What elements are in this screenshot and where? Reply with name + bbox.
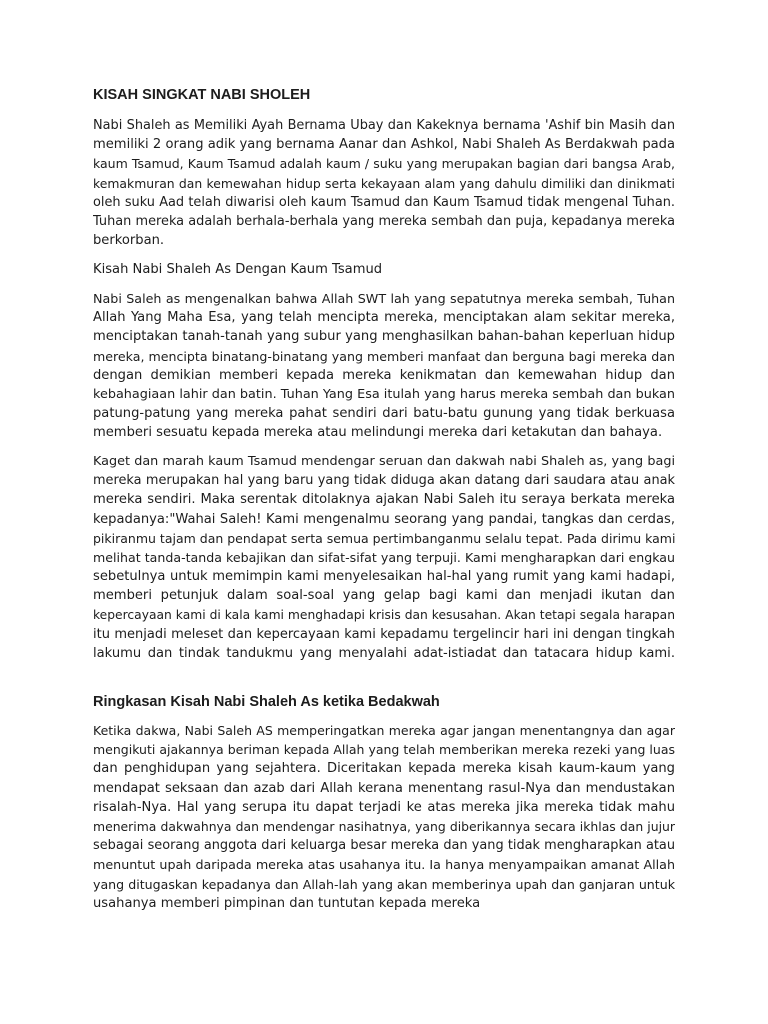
paragraph-line: mereka, mencipta binatang-binatang yang memberi manfaat dan berguna bagi mereka dan xyxy=(93,348,675,364)
paragraph-line: Nabi Saleh as mengenalkan bahwa Allah SWT lah yang sepatutnya mereka sembah, Tuhan xyxy=(93,291,675,306)
paragraph-line: itu menjadi meleset dan kepercayaan kami kepadamu tergelincir hari ini dengan tingkah xyxy=(93,626,675,642)
paragraph-line: sebetulnya untuk memimpin kami menyelesaikan hal-hal yang rumit yang kami hadapi, xyxy=(93,569,675,585)
paragraph-line: Allah Yang Maha Esa, yang telah mencipta mereka, menciptakan alam sekitar mereka, xyxy=(93,310,675,326)
paragraph-line: Ketika dakwa, Nabi Saleh AS memperingatkan mereka agar jangan menentangnya dan agar xyxy=(93,723,675,738)
paragraph-line: kemakmuran dan kemewahan hidup serta kekayaan alam yang dahulu dimiliki dan dinikmati xyxy=(93,175,675,191)
document-title: KISAH SINGKAT NABI SHOLEH xyxy=(93,87,311,103)
paragraph-line: menciptakan tanah-tanah yang subur yang menghasilkan bahan-bahan keperluan hidup xyxy=(93,329,675,345)
paragraph-line: mereka sendiri. Maka serentak ditolaknya ajakan Nabi Saleh itu seraya berkata mereka xyxy=(93,492,675,508)
paragraph-1 xyxy=(93,116,675,250)
subheading: Kisah Nabi Shaleh As Dengan Kaum Tsamud xyxy=(93,262,383,277)
paragraph-line: patung-patung yang mereka pahat sendiri dari batu-batu gunung yang tidak berkuasa xyxy=(93,406,675,422)
paragraph-line: memiliki 2 orang adik yang bernama Aanar dan Ashkol, Nabi Shaleh As Berdakwah pada xyxy=(93,137,675,153)
paragraph-line: dengan demikian memberi kepada mereka kenikmatan dan kemewahan hidup dan xyxy=(93,367,675,383)
paragraph-line: mendapat seksaan dan azab dari Allah kerana menentang rasul-Nya dan mendustakan xyxy=(93,780,675,796)
paragraph-line: memberi sesuatu kepada mereka atau melindungi mereka dari ketakutan dan bahaya. xyxy=(93,425,663,441)
paragraph-line: kebahagiaan lahir dan batin. Tuhan Yang Esa itulah yang harus mereka sembah dan bukan xyxy=(93,386,675,402)
paragraph-line: mengikuti ajakannya beriman kepada Allah yang telah memberikan mereka rezeki yang luas xyxy=(93,742,675,758)
paragraph-3 xyxy=(93,452,675,663)
paragraph-line: Tuhan mereka adalah berhala-berhala yang mereka sembah dan puja, kepadanya mereka xyxy=(93,213,675,229)
paragraph-line: memberi petunjuk dalam soal-soal yang gelap bagi kami dan menjadi ikutan dan xyxy=(93,588,675,604)
paragraph-line: risalah-Nya. Hal yang serupa itu dapat terjadi ke atas mereka jika mereka tidak mahu xyxy=(93,799,675,815)
paragraph-line: oleh suku Aad telah diwarisi oleh kaum Tsamud dan Kaum Tsamud tidak mengenal Tuhan. xyxy=(93,194,675,210)
paragraph-line: Kaget dan marah kaum Tsamud mendengar seruan dan dakwah nabi Shaleh as, yang bagi xyxy=(93,454,675,469)
section-heading: Ringkasan Kisah Nabi Shaleh As ketika Bedakwah xyxy=(93,694,440,710)
paragraph-line: kepercayaan kami di kala kami menghadapi krisis dan kesusahan. Akan tetapi segala harapan xyxy=(93,607,675,622)
paragraph-line: berkorban. xyxy=(93,233,165,249)
paragraph-4 xyxy=(93,721,675,913)
paragraph-line: melihat tanda-tanda kebajikan dan sifat-sifat yang terpuji. Kami mengharapkan dari engkau xyxy=(93,549,675,565)
paragraph-line: kepadanya:"Wahai Saleh! Kami mengenalmu seorang yang pandai, tangkas dan cerdas, xyxy=(93,511,675,527)
paragraph-line: yang ditugaskan kepadanya dan Allah-lah yang akan memberinya upah dan ganjaran untuk xyxy=(93,876,675,892)
paragraph-line: menerima dakwahnya dan mendengar nasihatnya, yang diberikannya secara ikhlas dan jujur xyxy=(93,818,675,834)
paragraph-line: usahanya memberi pimpinan dan tuntutan kepada mereka xyxy=(93,895,481,911)
paragraph-line: pikiranmu tajam dan pendapat serta semua pertimbanganmu selalu tepat. Pada dirimu kami xyxy=(93,530,675,546)
paragraph-line: lakumu dan tindak tandukmu yang menyalahi adat-istiadat dan tatacara hidup kami. xyxy=(93,645,675,661)
paragraph-line: Nabi Shaleh as Memiliki Ayah Bernama Ubay dan Kakeknya bernama 'Ashif bin Masih dan xyxy=(93,118,675,133)
paragraph-line: kaum Tsamud, Kaum Tsamud adalah kaum / suku yang merupakan bagian dari bangsa Arab, xyxy=(93,156,675,172)
paragraph-line: menuntut upah daripada mereka atas usahanya itu. Ia hanya menyampaikan amanat Allah xyxy=(93,857,675,873)
paragraph-line: sebagai seorang anggota dari keluarga besar mereka dan yang tidak mengharapkan atau xyxy=(93,838,675,854)
paragraph-line: mereka merupakan hal yang baru yang tidak diduga akan datang dari saudara atau anak xyxy=(93,473,675,489)
paragraph-2 xyxy=(93,289,675,443)
paragraph-line: dan penghidupan yang sejahtera. Diceritakan kepada mereka kisah kaum-kaum yang xyxy=(93,761,675,777)
